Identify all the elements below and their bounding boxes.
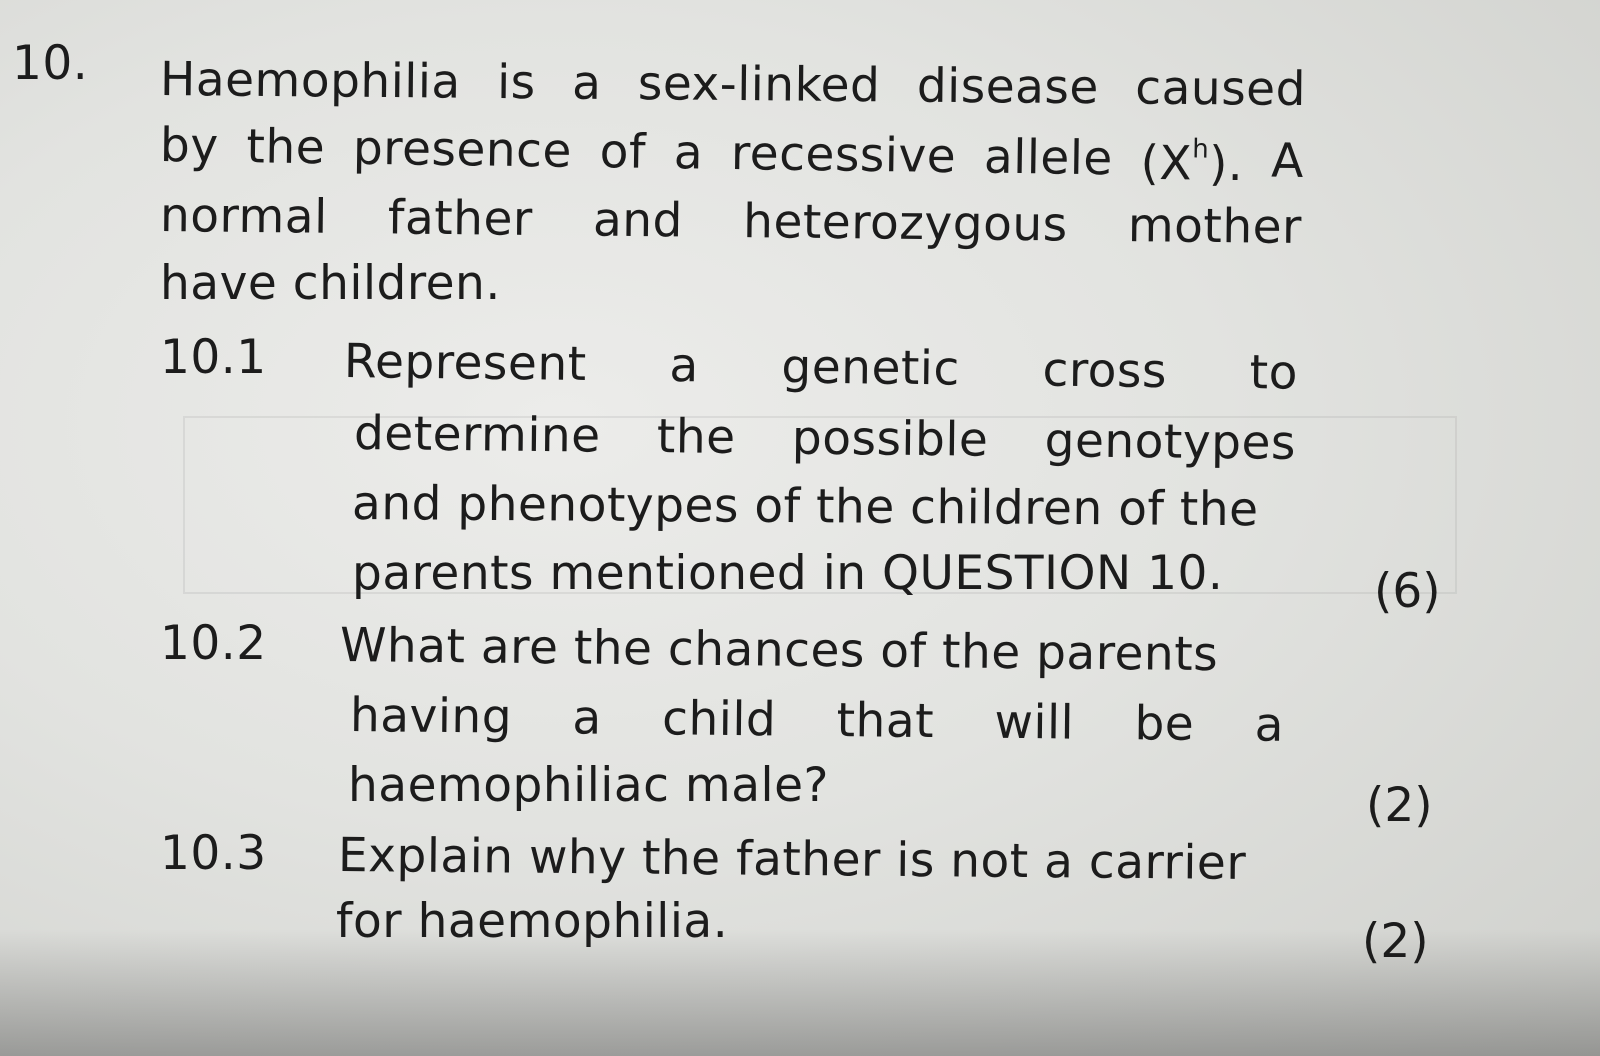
subquestion-word: Represent <box>343 334 587 392</box>
subquestion-word: will <box>994 694 1075 751</box>
stem-word: normal <box>159 188 328 245</box>
subquestion-10-1-line-1 <box>343 334 1299 401</box>
subquestion-10-3-line-2: for haemophilia. <box>336 894 729 949</box>
subquestion-10-2-line-1: What are the chances of the parents <box>339 618 1219 683</box>
subquestion-10-1-line-3: and phenotypes of the children of the <box>351 476 1259 538</box>
stem-word: heterozygous <box>742 194 1068 253</box>
subquestion-10-2-line-3: haemophiliac male? <box>348 758 829 813</box>
marks-10-2: (2) <box>1366 778 1433 833</box>
subquestion-word: to <box>1249 345 1299 401</box>
stem-word: disease <box>916 58 1100 116</box>
subquestion-word: genotypes <box>1044 413 1297 471</box>
subquestion-word: be <box>1134 696 1195 752</box>
stem-word: allele <box>983 129 1114 187</box>
subquestion-10-1-line-2 <box>353 406 1297 471</box>
stem-word: the <box>246 119 326 176</box>
subquestion-10-2-line-2 <box>349 688 1285 753</box>
subquestion-word: a <box>1254 697 1285 753</box>
stem-word: A <box>1270 133 1305 189</box>
question-stem-line-1 <box>159 52 1307 117</box>
marks-10-3: (2) <box>1362 914 1429 969</box>
subquestion-number-10-1: 10.1 <box>160 330 267 385</box>
subquestion-number-10-2: 10.2 <box>160 616 267 671</box>
stem-word: sex-linked <box>637 56 881 114</box>
subquestion-word: a <box>669 337 700 394</box>
marks-10-1: (6) <box>1374 564 1441 619</box>
stem-word: mother <box>1127 198 1303 255</box>
question-stem-line-3 <box>159 188 1303 255</box>
subquestion-word: the <box>656 409 736 465</box>
allele-notation: $(X^h)$. <box>1140 134 1244 193</box>
stem-word: father <box>387 190 534 247</box>
stem-word: and <box>592 192 684 249</box>
stem-word: a <box>673 125 704 181</box>
stem-word: Haemophilia <box>159 52 461 110</box>
subquestion-word: that <box>836 693 935 750</box>
subquestion-word: a <box>572 690 603 746</box>
stem-word: presence <box>352 120 573 179</box>
allele-superscript: h <box>1192 134 1210 165</box>
subquestion-10-3-line-1: Explain why the father is not a carrier <box>337 828 1247 891</box>
subquestion-number-10-3: 10.3 <box>160 826 267 881</box>
question-stem-line-2 <box>159 118 1305 193</box>
subquestion-word: having <box>349 688 513 745</box>
stem-word: by <box>159 118 220 174</box>
stem-word: of <box>599 124 647 180</box>
question-stem-line-4: have children. <box>160 256 501 311</box>
stem-word: a <box>571 55 602 111</box>
subquestion-word: cross <box>1042 342 1168 400</box>
subquestion-word: possible <box>791 410 989 468</box>
subquestion-word: determine <box>353 406 601 464</box>
stem-word: caused <box>1135 60 1307 117</box>
stem-word: is <box>496 54 536 111</box>
question-number: 10. <box>12 36 89 91</box>
stem-word: recessive <box>730 125 957 185</box>
subquestion-word: child <box>661 691 777 748</box>
subquestion-10-1-line-4: parents mentioned in QUESTION 10. <box>352 546 1224 601</box>
subquestion-word: genetic <box>781 339 961 397</box>
